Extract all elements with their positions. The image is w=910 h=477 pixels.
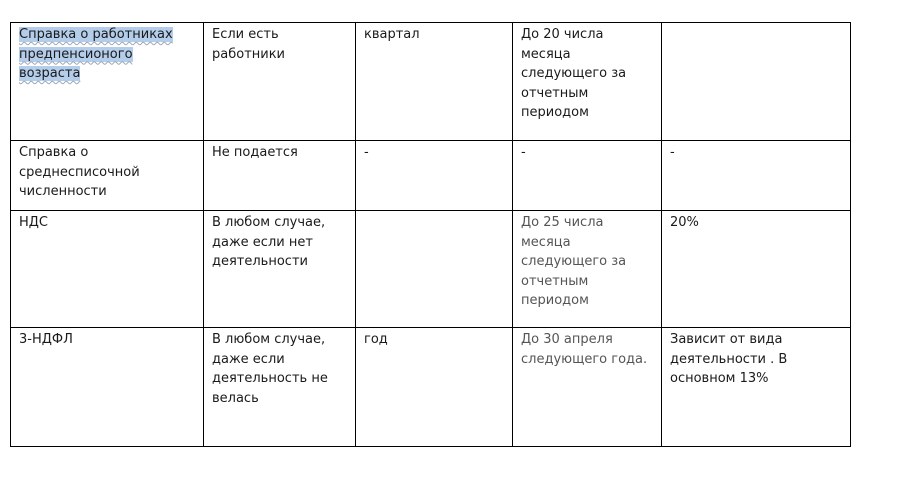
cell-when[interactable]: [204, 141, 356, 211]
cell-text: Если есть работники: [212, 27, 286, 62]
cell-rate[interactable]: [662, 328, 851, 447]
cell-rate[interactable]: [662, 23, 851, 141]
cell-period[interactable]: [356, 141, 513, 211]
cell-report-name[interactable]: [11, 23, 204, 141]
cell-text: квартал: [364, 27, 420, 42]
cell-rate[interactable]: [662, 211, 851, 328]
cell-report-name[interactable]: [11, 141, 204, 211]
cell-text: -: [670, 145, 675, 160]
cell-report-name[interactable]: [11, 211, 204, 328]
cell-text: Справка о среднесписочной численности: [19, 145, 140, 199]
cell-deadline[interactable]: [513, 328, 662, 447]
cell-text: Зависит от вида деятельности . В основном 13%: [670, 332, 788, 386]
cell-when[interactable]: [204, 23, 356, 141]
cell-text: -: [364, 145, 369, 160]
cell-text: В любом случае, даже если нет деятельности: [212, 215, 326, 269]
cell-text: 3-НДФЛ: [19, 332, 73, 347]
cell-deadline[interactable]: [513, 141, 662, 211]
cell-deadline[interactable]: [513, 23, 662, 141]
cell-period[interactable]: [356, 211, 513, 328]
table-row: [11, 141, 851, 211]
cell-when[interactable]: [204, 211, 356, 328]
cell-period[interactable]: [356, 23, 513, 141]
cell-text: -: [521, 145, 526, 160]
table-row: [11, 328, 851, 447]
cell-period[interactable]: [356, 328, 513, 447]
cell-text: До 25 числа месяца следующего за отчетным периодом: [521, 215, 627, 308]
cell-text: НДС: [19, 215, 49, 230]
cell-text: 20%: [670, 215, 699, 230]
cell-text: До 30 апреля следующего года.: [521, 332, 648, 367]
cell-deadline[interactable]: [513, 211, 662, 328]
selected-text[interactable]: Справка о работниках предпенсионого возраста: [19, 27, 173, 81]
cell-text: Не подается: [212, 145, 298, 160]
cell-text: До 20 числа месяца следующего за отчетным периодом: [521, 27, 627, 120]
table-row: [11, 211, 851, 328]
cell-when[interactable]: [204, 328, 356, 447]
cell-text: год: [364, 332, 388, 347]
cell-text: В любом случае, даже если деятельность не велась: [212, 332, 328, 406]
table-row: [11, 23, 851, 141]
cell-report-name[interactable]: [11, 328, 204, 447]
document-table: [10, 22, 851, 447]
cell-rate[interactable]: [662, 141, 851, 211]
